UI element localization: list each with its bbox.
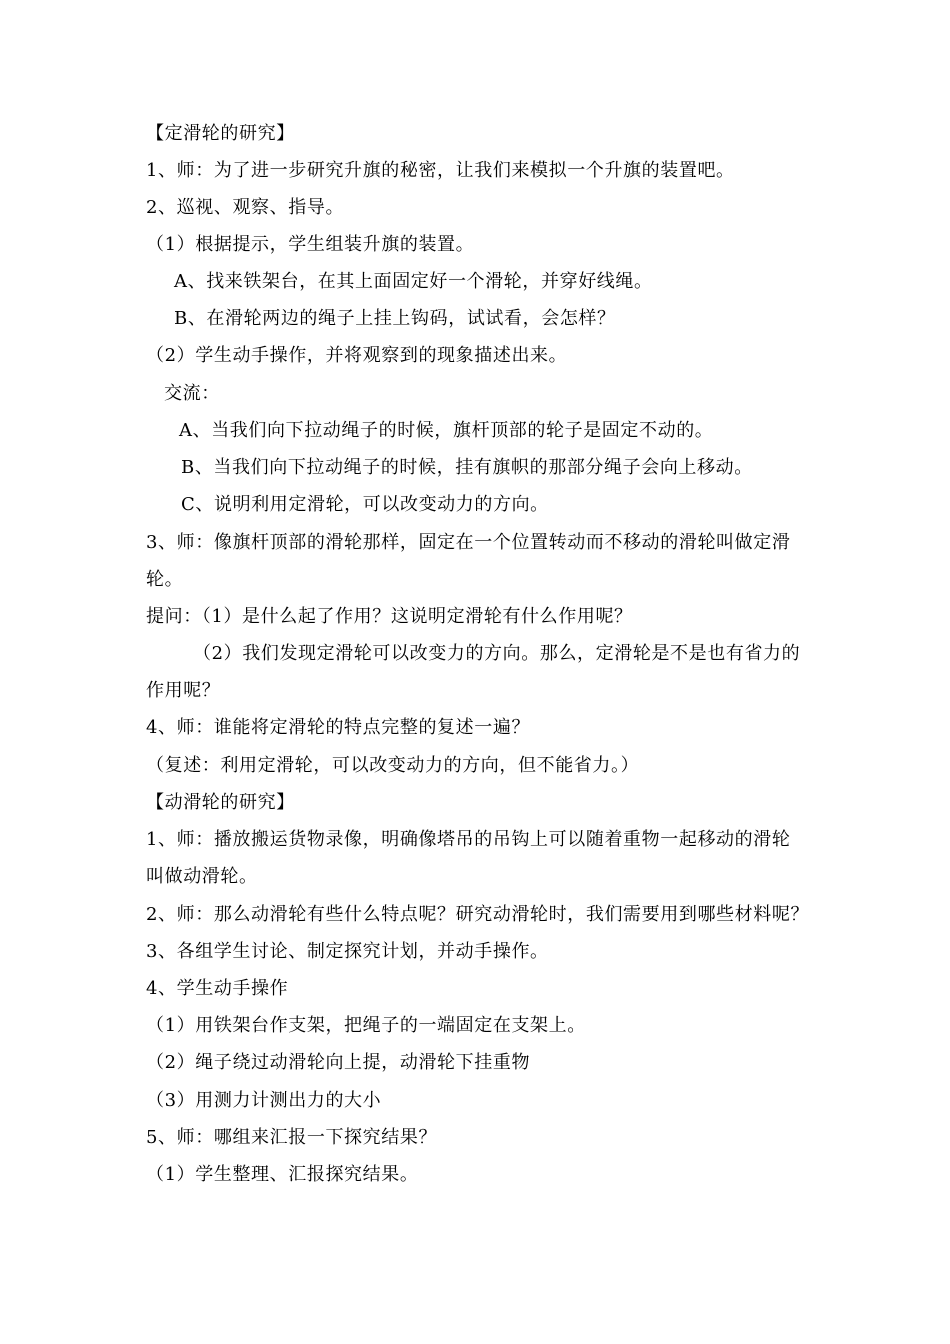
paragraph-line: （1）学生整理、汇报探究结果。 bbox=[146, 1164, 419, 1185]
paragraph-line: 3、师：像旗杆顶部的滑轮那样，固定在一个位置转动而不移动的滑轮叫做定滑 bbox=[146, 532, 791, 553]
section-heading-movable-pulley: 【动滑轮的研究】 bbox=[146, 792, 295, 813]
paragraph-line: 4、师：谁能将定滑轮的特点完整的复述一遍？ bbox=[146, 717, 531, 738]
paragraph-line: 提问：（1）是什么起了作用？这说明定滑轮有什么作用呢？ bbox=[146, 606, 633, 627]
paragraph-line: 1、师：播放搬运货物录像，明确像塔吊的吊钩上可以随着重物一起移动的滑轮 bbox=[146, 829, 791, 850]
paragraph-line: （1）根据提示，学生组装升旗的装置。 bbox=[146, 234, 475, 255]
paragraph-line: （复述：利用定滑轮，可以改变动力的方向，但不能省力。） bbox=[146, 755, 640, 776]
paragraph-line: 2、师：那么动滑轮有些什么特点呢？研究动滑轮时，我们需要用到哪些材料呢？ bbox=[146, 904, 810, 925]
paragraph-line: 4、学生动手操作 bbox=[146, 978, 289, 999]
paragraph-line: 5、师：哪组来汇报一下探究结果？ bbox=[146, 1127, 438, 1148]
section-heading-fixed-pulley: 【定滑轮的研究】 bbox=[146, 123, 295, 144]
paragraph-line: B、在滑轮两边的绳子上挂上钩码，试试看，会怎样？ bbox=[174, 308, 616, 329]
paragraph-line: （2）学生动手操作，并将观察到的现象描述出来。 bbox=[146, 345, 568, 366]
paragraph-line: 3、各组学生讨论、制定探究计划，并动手操作。 bbox=[146, 941, 549, 962]
paragraph-line: B、当我们向下拉动绳子的时候，挂有旗帜的那部分绳子会向上移动。 bbox=[181, 457, 753, 478]
paragraph-line: 叫做动滑轮。 bbox=[146, 866, 258, 887]
paragraph-line: 1、师：为了进一步研究升旗的秘密，让我们来模拟一个升旗的装置吧。 bbox=[146, 160, 735, 181]
paragraph-line: 轮。 bbox=[146, 569, 184, 590]
paragraph-line: 交流： bbox=[164, 383, 220, 404]
paragraph-line: （2）我们发现定滑轮可以改变力的方向。那么，定滑轮是不是也有省力的 bbox=[193, 643, 801, 664]
paragraph-line: 2、巡视、观察、指导。 bbox=[146, 197, 345, 218]
paragraph-line: 作用呢？ bbox=[146, 680, 221, 701]
paragraph-line: （3）用测力计测出力的大小 bbox=[146, 1090, 382, 1111]
paragraph-line: A、当我们向下拉动绳子的时候，旗杆顶部的轮子是固定不动的。 bbox=[179, 420, 714, 441]
paragraph-line: （2）绳子绕过动滑轮向上提，动滑轮下挂重物 bbox=[146, 1052, 531, 1073]
paragraph-line: C、说明利用定滑轮，可以改变动力的方向。 bbox=[181, 494, 549, 515]
paragraph-line: （1）用铁架台作支架，把绳子的一端固定在支架上。 bbox=[146, 1015, 586, 1036]
paragraph-line: A、找来铁架台，在其上面固定好一个滑轮，并穿好线绳。 bbox=[174, 271, 653, 292]
